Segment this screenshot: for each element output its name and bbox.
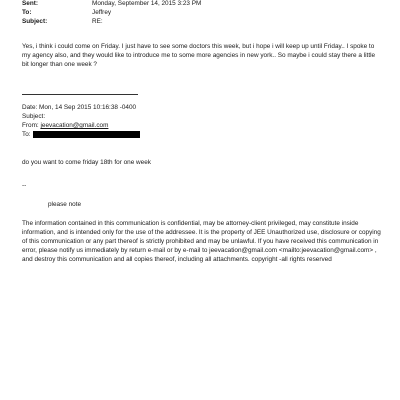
- please-note: please note: [48, 201, 82, 208]
- quoted-subject: Subject:: [22, 113, 46, 120]
- quoted-body: do you want to come friday 18th for one week: [22, 159, 151, 166]
- reply-body: Yes, i think i could come on Friday. I just have to see some doctors this week, but i hope i will keep up until Friday.. I spoke to my agency also, and they would like to introduce me to some more agencies in new york.. So maybe i could stay there a little bit longer than one week ?: [22, 43, 376, 69]
- to-label: To:: [22, 9, 32, 16]
- subject-value: RE:: [92, 18, 103, 25]
- quote-divider: [22, 94, 138, 95]
- redaction-bar: [33, 131, 140, 138]
- quoted-from-email-link[interactable]: jeevacation@gmail.com: [40, 122, 109, 129]
- sent-value: Monday, September 14, 2015 3:23 PM: [92, 0, 202, 7]
- subject-label: Subject:: [22, 18, 48, 25]
- quoted-from-label: From:: [22, 122, 39, 129]
- quoted-from: [22, 121, 382, 130]
- quoted-to-label: To:: [22, 131, 31, 138]
- to-value: Jeffrey: [92, 9, 112, 16]
- disclaimer-text: The information contained in this communication is confidential, may be attorney-client privileged, may constitute inside information, and is intended only for the use of the addressee. It is the property of JEE Unauthorized use, disclosure or copying of this communication or any part thereof is strictly prohibited and may be unlawful. If you have received this communication in error, please notify us immediately by return e-mail or by e-mail to jeevacation@gmail.com <mailto:jeevacation@gmail.com> , and destroy this communication and all copies thereof, including all attachments. copyright -all rights reserved: [22, 220, 381, 264]
- signature-dashes: --: [22, 182, 27, 189]
- sent-label: Sent:: [22, 0, 38, 7]
- quoted-date: Date: Mon, 14 Sep 2015 10:16:38 -0400: [22, 104, 137, 111]
